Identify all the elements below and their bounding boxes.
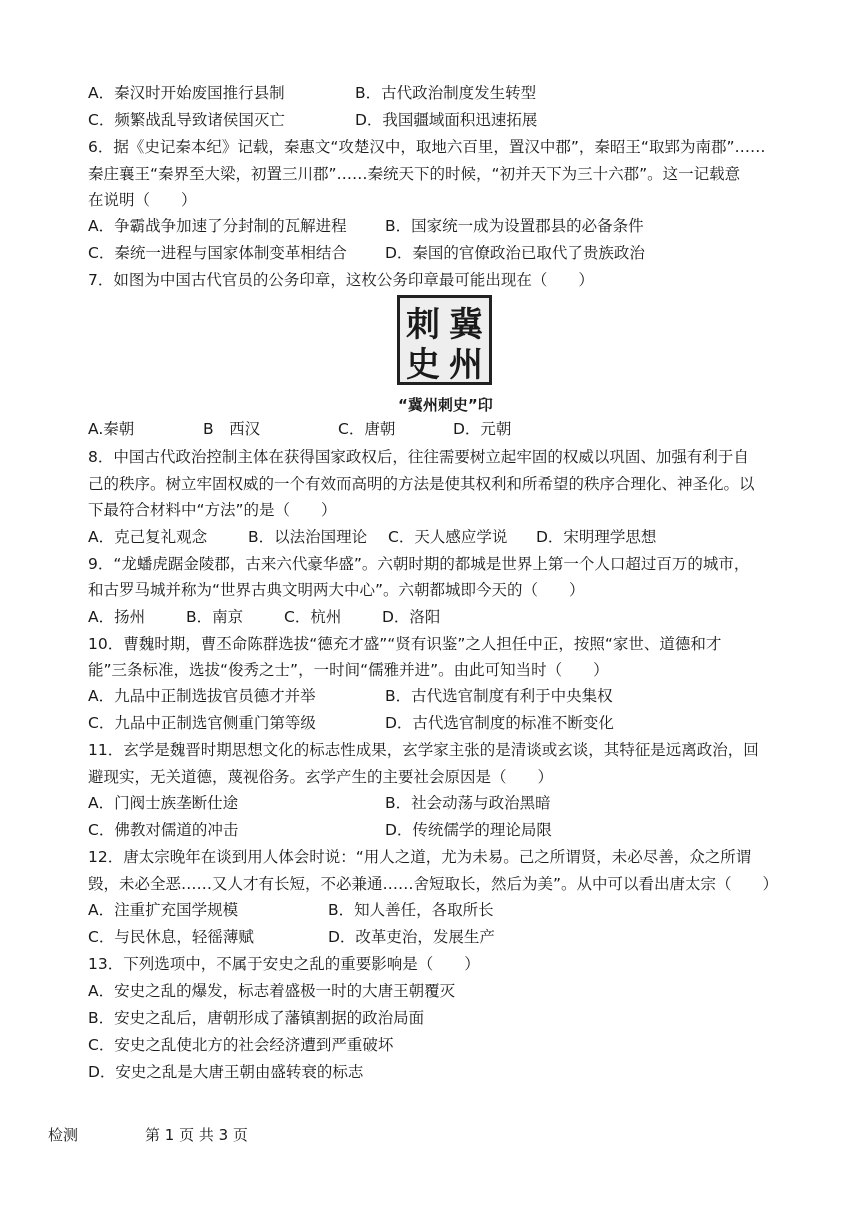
seal-image (397, 295, 492, 385)
q9-option-b: B．南京 (186, 608, 244, 626)
q8-stem-line1: 8．中国古代政治控制主体在获得国家政权后，往往需要树立起牢固的权威以巩固、加强有利于自 (88, 448, 749, 466)
q7-stem: 7．如图为中国古代官员的公务印章，这枚公务印章最可能出现在（ ） (88, 271, 594, 289)
q9-stem-line1: 9．“龙蟠虎踞金陵郡，古来六代豪华盛”。六朝时期的都城是世界上第一个人口超过百万的城市， (88, 555, 750, 573)
q11-stem-line2: 避现实，无关道德，蔑视俗务。玄学产生的主要社会原因是（ ） (88, 768, 554, 786)
q12-option-c: C．与民休息，轻徭薄赋 (88, 928, 254, 946)
q7-option-c: C．唐朝 (338, 420, 396, 438)
q8-option-d: D．宋明理学思想 (536, 528, 657, 546)
q13-option-d: D．安史之乱是大唐王朝由盛转衰的标志 (88, 1063, 364, 1081)
q9-option-c: C．杭州 (284, 608, 342, 626)
q12-option-a: A．注重扩充国学规模 (88, 901, 239, 919)
q5-option-d: D．我国疆域面积迅速拓展 (355, 111, 538, 129)
seal-glyphs (400, 298, 489, 382)
q5-option-c: C．频繁战乱导致诸侯国灭亡 (88, 111, 285, 129)
footer-label: 检测 (48, 1126, 79, 1144)
q6-option-a: A．争霸战争加速了分封制的瓦解进程 (88, 217, 347, 235)
q9-option-d: D．洛阳 (382, 608, 441, 626)
q7-option-b: B 西汉 (203, 420, 261, 438)
q9-option-a: A．扬州 (88, 608, 146, 626)
q7-option-d: D．元朝 (453, 420, 512, 438)
q10-option-d: D．古代选官制度的标准不断变化 (385, 714, 614, 732)
q8-option-c: C．天人感应学说 (388, 528, 508, 546)
q12-option-d: D．改革吏治，发展生产 (328, 928, 495, 946)
q6-option-c: C．秦统一进程与国家体制变革相结合 (88, 244, 347, 262)
q11-option-c: C．佛教对儒道的冲击 (88, 821, 239, 839)
q5-option-b: B．古代政治制度发生转型 (355, 84, 537, 102)
q10-option-a: A．九品中正制选拔官员德才并举 (88, 687, 316, 705)
q10-option-c: C．九品中正制选官侧重门第等级 (88, 714, 316, 732)
footer-page-number: 第 1 页 共 3 页 (145, 1126, 248, 1144)
q8-stem-line2: 己的秩序。树立牢固权威的一个有效而高明的方法是使其权利和所希望的秩序合理化、神圣化。以 (88, 475, 755, 493)
q6-stem-line1: 6．据《史记秦本纪》记载，秦惠文“攻楚汉中，取地六百里，置汉中郡”，秦昭王“取郢为南郡”…… (88, 138, 766, 156)
q11-stem-line1: 11．玄学是魏晋时期思想文化的标志性成果，玄学家主张的是清谈或玄谈，其特征是远离政治，回 (88, 741, 759, 759)
q6-option-d: D．秦国的官僚政治已取代了贵族政治 (385, 244, 645, 262)
q11-option-a: A．门阀士族垄断仕途 (88, 794, 239, 812)
q12-stem-line1: 12．唐太宗晚年在谈到用人体会时说：“用人之道，尤为未易。己之所谓贤，未必尽善，众之所谓 (88, 848, 752, 866)
seal-caption: “冀州刺史”印 (398, 396, 493, 414)
q13-option-c: C．安史之乱使北方的社会经济遭到严重破坏 (88, 1036, 394, 1054)
q13-option-b: B．安史之乱后，唐朝形成了藩镇割据的政治局面 (88, 1009, 425, 1027)
q8-stem-line3: 下最符合材料中“方法”的是（ ） (88, 501, 337, 519)
seal-char-1: 冀 (449, 305, 483, 345)
q8-option-b: B．以法治国理论 (248, 528, 368, 546)
q11-option-b: B．社会动荡与政治黑暗 (385, 794, 551, 812)
q11-option-d: D．传统儒学的理论局限 (385, 821, 552, 839)
q12-stem-line2: 毁，未必全恶……又人才有长短，不必兼通……舍短取长，然后为美”。从中可以看出唐太宗（ ） (88, 875, 779, 893)
q6-option-b: B．国家统一成为设置郡县的必备条件 (385, 217, 644, 235)
q10-stem-line2: 能”三条标准，选拔“俊秀之士”，一时间“儒雅并进”。由此可知当时（ ） (88, 661, 609, 679)
seal-char-3: 刺 (406, 305, 440, 345)
q10-option-b: B．古代选官制度有利于中央集权 (385, 687, 613, 705)
q13-option-a: A．安史之乱的爆发，标志着盛极一时的大唐王朝覆灭 (88, 982, 456, 1000)
q10-stem-line1: 10．曹魏时期，曹丕命陈群选拔“德充才盛”“贤有识鉴”之人担任中正，按照“家世、道德和才 (88, 635, 722, 653)
seal-char-4: 史 (406, 345, 440, 382)
q7-option-a: A.秦朝 (88, 420, 135, 438)
q6-stem-line2: 秦庄襄王“秦界至大梁，初置三川郡”……秦统天下的时候，“初并天下为三十六郡”。这一记载意 (88, 165, 741, 183)
q5-option-a: A．秦汉时开始废国推行县制 (88, 84, 285, 102)
q13-stem: 13．下列选项中，不属于安史之乱的重要影响是（ ） (88, 955, 480, 973)
q12-option-b: B．知人善任，各取所长 (328, 901, 494, 919)
q9-stem-line2: 和古罗马城并称为“世界古典文明两大中心”。六朝都城即今天的（ ） (88, 581, 585, 599)
q6-stem-line3: 在说明（ ） (88, 191, 197, 209)
seal-char-2: 州 (449, 345, 483, 382)
q8-option-a: A．克己复礼观念 (88, 528, 208, 546)
